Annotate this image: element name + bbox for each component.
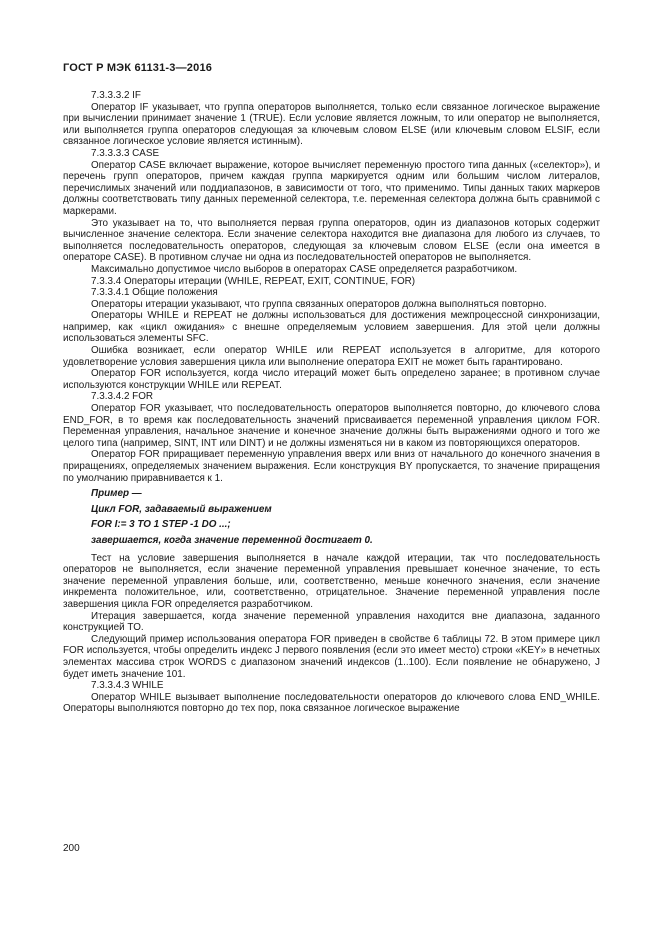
paragraph: Максимально допустимое число выборов в операторах CASE определяется разработчиком. (91, 263, 518, 275)
paragraph: Оператор FOR используется, когда число итераций может быть определено заранее; в противном случае используются конструкции WHILE или REPEAT. (63, 368, 600, 391)
page-number: 200 (63, 843, 80, 854)
example-code: FOR I:= 3 TO 1 STEP -1 DO ...; (91, 519, 231, 531)
paragraph: Ошибка возникает, если оператор WHILE или REPEAT используется в алгоритме, для которого удовлетворение условия завершения цикла или выполнение оператора EXIT не может быть гарантировано. (63, 345, 600, 368)
document-body (63, 90, 600, 715)
paragraph: Итерация завершается, когда значение переменной управления находится вне диапазона, заданного конструкцией TO. (63, 610, 600, 634)
paragraph: Это указывает на то, что выполняется первая группа операторов, один из диапазонов которых содержит вычисленное значение селектора. Если значение селектора находится вне диапазона для любого из случаев, то выполняется последовательность операторов, следующая за ключевым словом ELSE (если она имеется в операторе CASE). В противном случае ни одна из последовательностей операторов не выполняется. (63, 217, 600, 264)
section-heading: 7.3.3.4.2 FOR (91, 391, 154, 403)
paragraph: Оператор CASE включает выражение, которое вычисляет переменную простого типа данных («селектор»), и перечень групп операторов, причем каждая группа маркируется одним или большим числом литералов, перечислимых значений или поддиапазонов, в зависимости от того, что применимо. Типы данных таких маркеров должны соответствовать типу данных переменной селектора, т.е. переменная селектора должна быть сравнимой с маркерами. (63, 159, 600, 217)
section-heading: 7.3.3.4.1 Общие положения (91, 287, 218, 299)
paragraph: Тест на условие завершения выполняется в начале каждой итерации, так что последовательность операторов не выполняется, если значение переменной управления превышает конечное значение, то есть значение переменной управления больше, или, соответственно, меньше конечного значения, если значение инкремента положительное, или, соответственно, отрицательное. Значение переменной управления после завершения цикла FOR определяется разработчиком. (63, 552, 600, 610)
paragraph: Оператор FOR указывает, что последовательность операторов выполняется повторно, до ключевого слова END_FOR, в то время как последовательность значений присваивается переменной управления циклом FOR. Переменная управления, начальное значение и конечное значение должны быть выражениями одного и того же целого типа (например, SINT, INT или DINT) и не должны изменяться ни в каком из повторяющихся операторов. (63, 403, 600, 449)
example-line: Цикл FOR, задаваемый выражением (91, 503, 272, 515)
paragraph: Оператор WHILE вызывает выполнение последовательности операторов до ключевого слова END_WHILE. Операторы выполняются повторно до тех пор, пока связанное логическое выражение (63, 691, 600, 715)
paragraph: Операторы итерации указывают, что группа связанных операторов должна выполняться повторно. (91, 298, 547, 310)
section-heading: 7.3.3.4.3 WHILE (91, 680, 164, 692)
paragraph: Оператор IF указывает, что группа операторов выполняется, только если связанное логическое выражение при вычислении принимает значение 1 (TRUE). Если условие является ложным, то или оператор не выполняется, или выполняется группа операторов следующая за ключевым словом ELSE (или ключевым словом ELSIF, если связанное логическое условие является истинным). (63, 101, 600, 148)
section-heading: 7.3.3.3.3 CASE (91, 147, 160, 159)
paragraph: Оператор FOR приращивает переменную управления вверх или вниз от начального до конечного значения в приращениях, определяемых значением выражения. Если конструкция BY пропускается, то значение приращения по умолчанию приравнивается к 1. (63, 449, 600, 484)
paragraph: Следующий пример использования оператора FOR приведен в свойстве 6 таблицы 72. В этом примере цикл FOR используется, чтобы определить индекс J первого появления (если это имеет место) строки «KEY» в нечетных элементах массива строк WORDS с диапазоном значений индексов (1..100). Если появление не обнаружено, J будет иметь значение 101. (63, 633, 600, 680)
section-heading: 7.3.3.4 Операторы итерации (WHILE, REPEAT, EXIT, CONTINUE, FOR) (91, 275, 416, 287)
example-line: завершается, когда значение переменной достигает 0. (91, 534, 373, 546)
section-heading: 7.3.3.3.2 IF (91, 90, 141, 101)
paragraph: Операторы WHILE и REPEAT не должны использоваться для достижения межпроцессной синхронизации, например, как «цикл ожидания» с внешне определяемым условием завершения. Для этой цели должны использоваться элементы SFC. (63, 310, 600, 345)
example-label: Пример — (91, 488, 142, 500)
document-header: ГОСТ Р МЭК 61131-3—2016 (63, 62, 213, 74)
